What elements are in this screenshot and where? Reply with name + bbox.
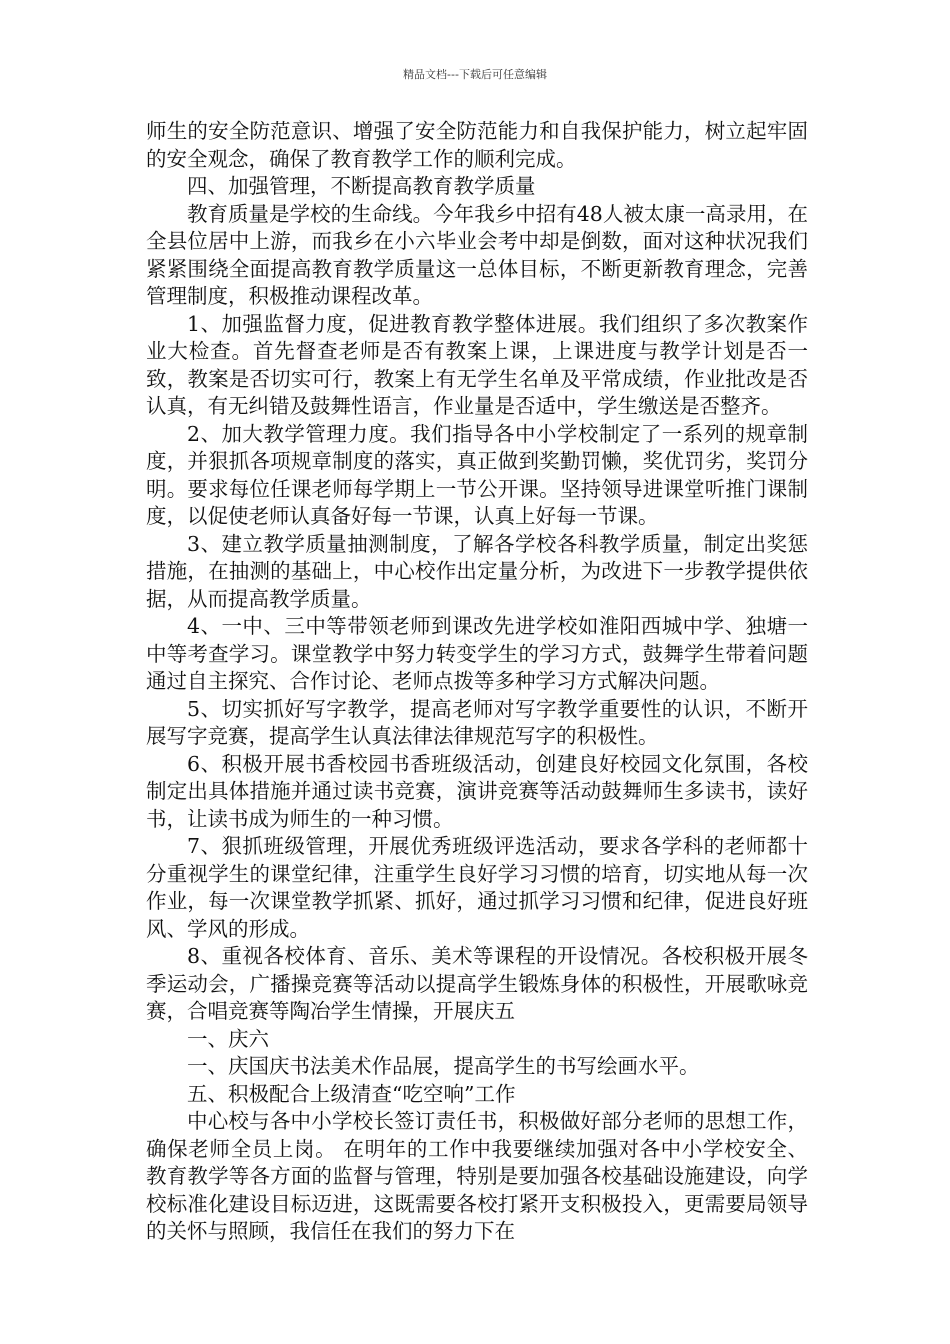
list-item: 1、加强监督力度，促进教育教学整体进展。我们组织了多次教案作业大检查。首先督查老师是否有教案上课，上课进度与教学计划是否一致，教案是否切实可行，教案上有无学生名单及平常成绩，作业批改是否认真，有无纠错及鼓舞性语言，作业量是否适中，学生缴送是否整齐。 bbox=[146, 311, 808, 418]
page-header: 精品文档---下载后可任意编辑 bbox=[403, 68, 547, 81]
paragraph: 一、庆六 bbox=[187, 1026, 269, 1051]
paragraph: 一、庆国庆书法美术作品展，提高学生的书写绘画水平。 bbox=[187, 1054, 700, 1078]
list-item: 7、狠抓班级管理，开展优秀班级评选活动，要求各学科的老师都十分重视学生的课堂纪律，注重学生良好学习习惯的培育，切实地从每一次作业，每一次课堂教学抓紧、抓好，通过抓学习习惯和纪律，促进良好班风、学风的形成。 bbox=[146, 834, 808, 941]
list-item: 8、重视各校体育、音乐、美术等课程的开设情况。各校积极开展冬季运动会，广播操竞赛等活动以提高学生锻炼身体的积极性，开展歌咏竞赛，合唱竞赛等陶冶学生情操，开展庆五 bbox=[146, 944, 808, 1023]
list-item: 2、加大教学管理力度。我们指导各中小学校制定了一系列的规章制度，并狠抓各项规章制度的落实，真正做到奖勤罚懒，奖优罚劣，奖罚分明。要求每位任课老师每学期上一节公开课。坚持领导进课堂听推门课制度，以促使老师认真备好每一节课，认真上好每一节课。 bbox=[146, 421, 808, 528]
list-item: 5、切实抓好写字教学，提高老师对写字教学重要性的认识，不断开展写字竞赛，提高学生认真法律法律规范写字的积极性。 bbox=[146, 696, 808, 748]
list-item: 4、一中、三中等带领老师到课改先进学校如淮阳西城中学、独塘一中等考查学习。课堂教学中努力转变学生的学习方式，鼓舞学生带着问题通过自主探究、合作讨论、老师点拨等多种学习方式解决问题。 bbox=[146, 614, 808, 693]
paragraph: 中心校与各中小学校长签订责任书，积极做好部分老师的思想工作，确保老师全员上岗。 在明年的工作中我要继续加强对各中小学校安全、教育教学等各方面的监督与管理，特别是要加强各校基础设施建设，向学校标准化建设目标迈进，这既需要各校打紧开支积极投入，更需要局领导的关怀与照顾，我信任在我们的努力下在 bbox=[146, 1109, 808, 1243]
section-heading: 四、加强管理，不断提高教育教学质量 bbox=[187, 174, 536, 198]
paragraph: 师生的安全防范意识、增强了安全防范能力和自我保护能力，树立起牢固的安全观念，确保了教育教学工作的顺利完成。 bbox=[146, 119, 808, 171]
paragraph: 教育质量是学校的生命线。今年我乡中招有48人被太康一高录用，在全县位居中上游，而我乡在小六毕业会考中却是倒数，面对这种状况我们紧紧围绕全面提高教育教学质量这一总体目标，不断更新教育理念，完善管理制度，积极推动课程改革。 bbox=[146, 201, 808, 308]
section-heading: 五、积极配合上级清查“吃空响”工作 bbox=[187, 1081, 516, 1106]
document-body bbox=[146, 118, 808, 1246]
list-item: 3、建立教学质量抽测制度，了解各学校各科教学质量，制定出奖惩措施，在抽测的基础上，中心校作出定量分析，为改进下一步教学提供依据，从而提高教学质量。 bbox=[146, 531, 808, 611]
list-item: 6、积极开展书香校园书香班级活动，创建良好校园文化氛围，各校制定出具体措施并通过读书竞赛，演讲竞赛等活动鼓舞师生多读书，读好书，让读书成为师生的一种习惯。 bbox=[146, 751, 808, 831]
